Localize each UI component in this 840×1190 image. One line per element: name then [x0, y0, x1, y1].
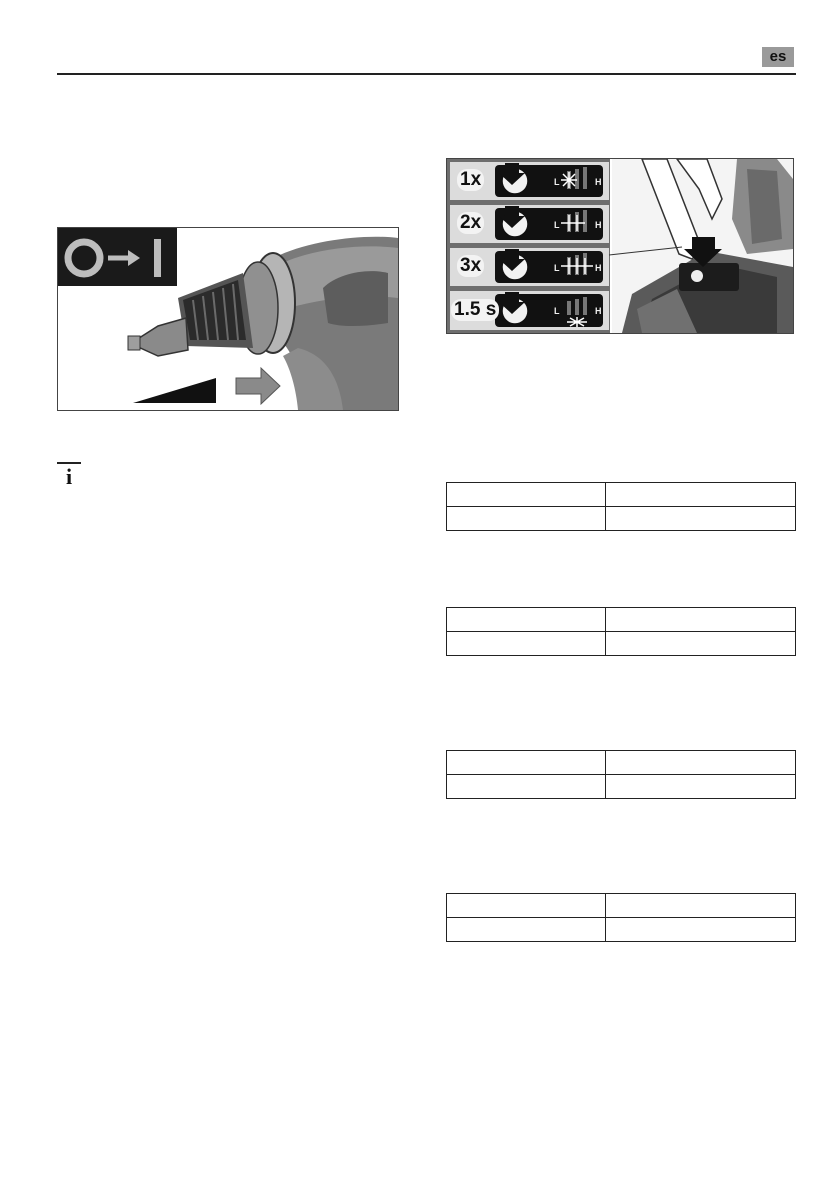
- table-cell: [447, 608, 606, 632]
- table-cell: [605, 507, 795, 531]
- mode-selection-illustration: [446, 158, 794, 334]
- svg-text:H: H: [595, 220, 602, 230]
- table-cell: [447, 775, 606, 799]
- svg-text:H: H: [595, 177, 602, 187]
- step-label-1-5s: 1.5 s: [451, 299, 499, 321]
- on-bar-icon: [154, 239, 161, 277]
- mode-table-3: [446, 750, 796, 799]
- table-cell: [447, 483, 606, 507]
- table-row: [447, 632, 796, 656]
- table-cell: [605, 918, 795, 942]
- table-cell: [605, 775, 795, 799]
- table-cell: [447, 751, 606, 775]
- step-label-1x: 1x: [457, 169, 484, 191]
- table-cell: [447, 894, 606, 918]
- table-cell: [605, 608, 795, 632]
- info-icon: i: [57, 462, 81, 487]
- table-row: [447, 608, 796, 632]
- table-cell: [605, 483, 795, 507]
- table-cell: [447, 632, 606, 656]
- table-cell: [447, 507, 606, 531]
- drill-on-illustration: [57, 227, 399, 411]
- svg-text:L: L: [554, 220, 560, 230]
- mode-table-1: [446, 482, 796, 531]
- table-cell: [605, 632, 795, 656]
- table-row: [447, 483, 796, 507]
- svg-text:L: L: [554, 306, 560, 316]
- svg-text:L: L: [554, 177, 560, 187]
- table-cell: [605, 751, 795, 775]
- table-row: [447, 751, 796, 775]
- table-cell: [605, 894, 795, 918]
- svg-text:H: H: [595, 306, 602, 316]
- step-label-2x: 2x: [457, 212, 484, 234]
- svg-text:H: H: [595, 263, 602, 273]
- table-row: [447, 918, 796, 942]
- table-row: [447, 507, 796, 531]
- header-divider: [57, 73, 796, 75]
- step-label-3x: 3x: [457, 255, 484, 277]
- mode-table-2: [446, 607, 796, 656]
- mode-table-4: [446, 893, 796, 942]
- svg-text:L: L: [554, 263, 560, 273]
- language-badge: es: [762, 47, 794, 67]
- table-row: [447, 894, 796, 918]
- table-cell: [447, 918, 606, 942]
- table-row: [447, 775, 796, 799]
